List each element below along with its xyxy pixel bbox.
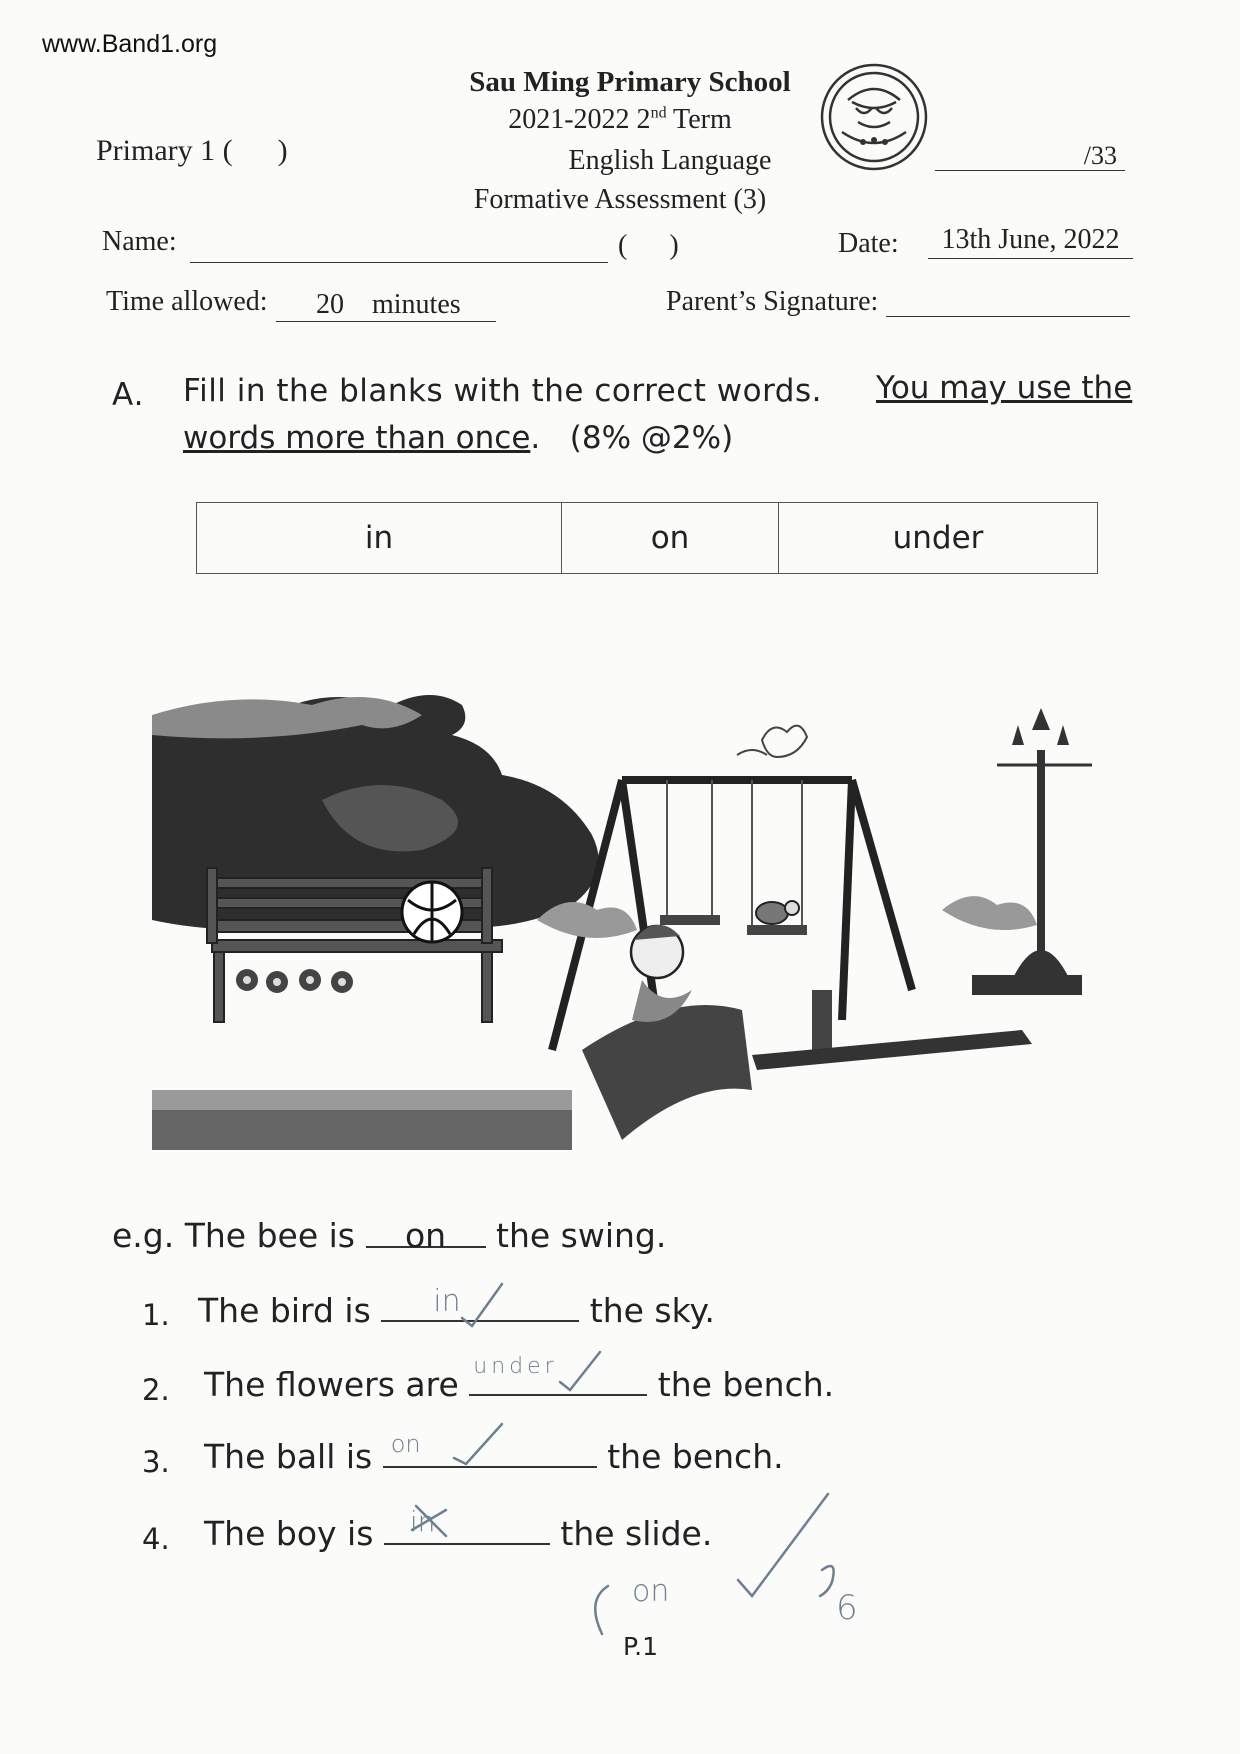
answer-blank-2[interactable]: under [469, 1364, 647, 1396]
word-bank [196, 502, 1098, 574]
school-name: Sau Ming Primary School [469, 66, 791, 98]
school-term: 2021-2022 2nd Term [508, 104, 732, 135]
answer-blank-1[interactable]: in [381, 1290, 579, 1322]
answer-blank-3[interactable]: on [383, 1436, 597, 1468]
name-field[interactable] [190, 262, 608, 263]
parent-signature-label: Parent’s Signature: [666, 286, 879, 317]
word-bank-item: under [892, 520, 984, 556]
section-instructions-line1: Fill in the blanks with the correct words. [183, 373, 822, 409]
date-label: Date: [838, 228, 899, 259]
time-allowed-label: Time allowed: [106, 286, 268, 317]
score-field: /33 [935, 141, 1125, 171]
class-label: Primary 1 ( ) [96, 134, 288, 167]
question-number: 4. [142, 1522, 170, 1556]
question-number: 2. [142, 1373, 170, 1407]
question-3: The ball is on the bench. [204, 1430, 784, 1476]
word-bank-item: in [197, 503, 562, 573]
mark-bracket-icon [820, 1566, 834, 1596]
section-mark: 6 [836, 1588, 858, 1628]
correction-text: on [632, 1574, 670, 1609]
section-instructions-line2: words more than once. (8% @2%) [183, 420, 734, 456]
class-number-field[interactable]: ( ) [618, 230, 679, 261]
question-4: The boy is in the slide. [204, 1505, 713, 1553]
question-number: 1. [142, 1298, 170, 1332]
word-bank-item: on [562, 503, 779, 573]
correction-bracket-icon [595, 1586, 608, 1634]
time-allowed-value: 20 minutes [276, 289, 496, 322]
checkmark-icon [738, 1494, 828, 1596]
page-number: P.1 [623, 1632, 659, 1661]
assessment-title: Formative Assessment (3) [473, 184, 767, 215]
section-letter: A. [112, 377, 145, 413]
question-1: The bird is in the sky. [198, 1284, 715, 1330]
example-blank: on [366, 1216, 486, 1248]
name-label: Name: [102, 226, 177, 257]
section-instructions-underlined1: You may use the [876, 370, 1133, 406]
subject-title: English Language [568, 145, 772, 176]
date-value: 13th June, 2022 [928, 224, 1133, 259]
question-number: 3. [142, 1445, 170, 1479]
example-sentence: e.g. The bee is on the swing. [112, 1216, 667, 1255]
question-2: The flowers are under the bench. [204, 1354, 835, 1404]
parent-signature-field[interactable] [886, 316, 1130, 317]
watermark: www.Band1.org [42, 30, 218, 58]
park-scene-illustration [152, 690, 1117, 1175]
answer-blank-4[interactable]: in [384, 1513, 550, 1545]
excellent-stamp [818, 62, 930, 172]
